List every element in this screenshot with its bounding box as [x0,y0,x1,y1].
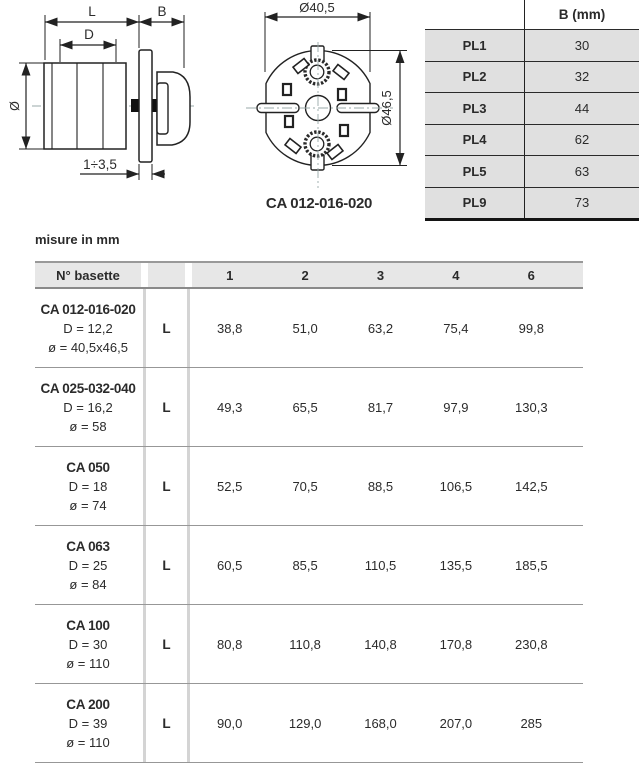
value: 88,5 [367,478,394,494]
main-table-header [35,261,583,289]
value: 110,8 [289,636,321,652]
shaft-left [131,99,139,112]
value: 168,0 [364,715,397,731]
model-name: CA 025-032-040 [40,380,136,396]
header-basette: N° basette [35,263,141,287]
pl-code: PL1 [425,30,525,61]
header-l-column [148,263,185,287]
column-separator [187,368,190,446]
value: 75,4 [443,320,469,336]
table-row [35,447,583,526]
dim-label-right-dia: Ø46,5 [379,90,394,126]
d-dimension: D = 39 [68,715,108,731]
model-name: CA 012-016-020 [40,301,136,317]
column-separator [143,526,146,604]
table-row [35,526,583,605]
value: 60,5 [217,557,243,573]
values-cell [192,605,583,683]
value: 65,5 [292,399,318,415]
diameter-dimension: ø = 74 [69,497,107,513]
col-header: 6 [527,267,535,283]
dim-label-phi: Ø [8,101,22,111]
basette-cell [35,684,141,762]
main-dimensions-table [35,261,583,763]
pl-code: PL2 [425,62,525,93]
pl-code: PL9 [425,188,525,219]
value: 110,5 [364,557,397,573]
l-cell: L [162,399,171,415]
value: 52,5 [217,478,243,494]
pl-b-value: 63 [574,163,590,179]
model-name: CA 200 [66,696,110,712]
pl-b-value: 32 [574,69,590,85]
notch [340,125,348,136]
l-cell: L [162,557,171,573]
basette-cell [35,526,141,604]
pl-code: PL4 [425,125,525,156]
value: 80,8 [217,636,243,652]
value: 106,5 [439,478,473,494]
value: 185,5 [515,557,548,573]
basette-cell [35,289,141,367]
col-header: 1 [226,267,234,283]
pl-row [425,29,639,61]
pl-header-empty-cell [425,0,525,29]
value: 51,0 [292,320,318,336]
values-cell [192,289,583,367]
value: 85,5 [292,557,318,573]
header-gap [141,263,148,287]
pl-b-table [425,0,639,221]
pl-row [425,187,639,219]
column-separator [187,289,190,367]
value: 90,0 [217,715,243,731]
pl-table-header [425,0,639,29]
value: 81,7 [367,399,394,415]
value: 285 [520,715,543,731]
value: 230,8 [515,636,548,652]
values-cell [192,684,583,762]
pl-row [425,155,639,187]
table-row [35,289,583,368]
dim-label-b: B [157,4,167,19]
column-separator [143,605,146,683]
value: 38,8 [217,320,243,336]
table-row [35,605,583,684]
values-cell [192,526,583,604]
l-cell: L [162,715,171,731]
column-separator [143,684,146,762]
value: 129,0 [288,715,322,731]
flange-plate [139,50,152,162]
knob-face [157,83,168,134]
pl-code: PL3 [425,93,525,124]
pl-row [425,61,639,93]
table-row [35,368,583,447]
diameter-dimension: ø = 84 [69,576,107,592]
value: 140,8 [364,636,397,652]
l-cell: L [162,320,171,336]
col-header: 3 [376,267,385,283]
d-dimension: D = 18 [68,478,108,494]
d-dimension: D = 12,2 [63,320,113,336]
pl-header-b-label: B (mm) [558,7,606,22]
l-cell: L [162,636,171,652]
basette-cell [35,447,141,525]
pl-b-value: 62 [574,132,590,148]
side-view-drawing [2,2,217,202]
column-separator [143,368,146,446]
value: 130,3 [515,399,548,415]
header-pole-columns [192,263,583,287]
units-note: misure in mm [35,232,120,247]
pl-code: PL5 [425,156,525,187]
diameter-dimension: ø = 58 [69,418,107,434]
column-separator [187,684,190,762]
switch-body [44,63,126,149]
front-view-drawing [233,0,425,195]
pl-row [425,124,639,156]
column-separator [143,447,146,525]
notch [338,89,346,100]
column-separator [187,447,190,525]
d-dimension: D = 25 [68,557,108,573]
header-gap [185,263,192,287]
dim-label-top-dia: Ø40,5 [299,0,335,15]
column-separator [143,289,146,367]
model-name: CA 063 [66,538,110,554]
value: 49,3 [217,399,243,415]
diameter-dimension: ø = 110 [66,734,110,750]
pl-table-body [425,29,639,221]
value: 170,8 [439,636,473,652]
value: 142,5 [515,478,548,494]
front-view-caption: CA 012-016-020 [265,195,373,212]
notch [283,84,291,95]
d-dimension: D = 30 [68,636,108,652]
value: 63,2 [367,320,394,336]
col-header: 2 [301,267,309,283]
col-header: 4 [452,267,460,283]
boss-tab-top [311,46,324,62]
value: 97,9 [443,399,469,415]
table-row [35,684,583,763]
value: 70,5 [292,478,318,494]
pl-b-value: 44 [574,100,590,116]
values-cell [192,368,583,446]
value: 207,0 [439,715,473,731]
basette-cell [35,368,141,446]
value: 135,5 [439,557,473,573]
basette-cell [35,605,141,683]
column-separator [187,526,190,604]
dim-label-gap: 1÷3,5 [83,157,117,172]
diameter-dimension: ø = 110 [66,655,110,671]
pl-b-value: 73 [574,195,590,211]
model-name: CA 100 [66,617,110,633]
dim-label-l: L [88,4,96,19]
pl-row [425,92,639,124]
dim-label-d: D [84,27,94,42]
diameter-dimension: ø = 40,5x46,5 [48,339,128,355]
d-dimension: D = 16,2 [63,399,113,415]
values-cell [192,447,583,525]
l-cell: L [162,478,171,494]
pl-b-value: 30 [574,37,590,53]
value: 99,8 [518,320,544,336]
model-name: CA 050 [66,459,110,475]
notch [285,116,293,127]
column-separator [187,605,190,683]
